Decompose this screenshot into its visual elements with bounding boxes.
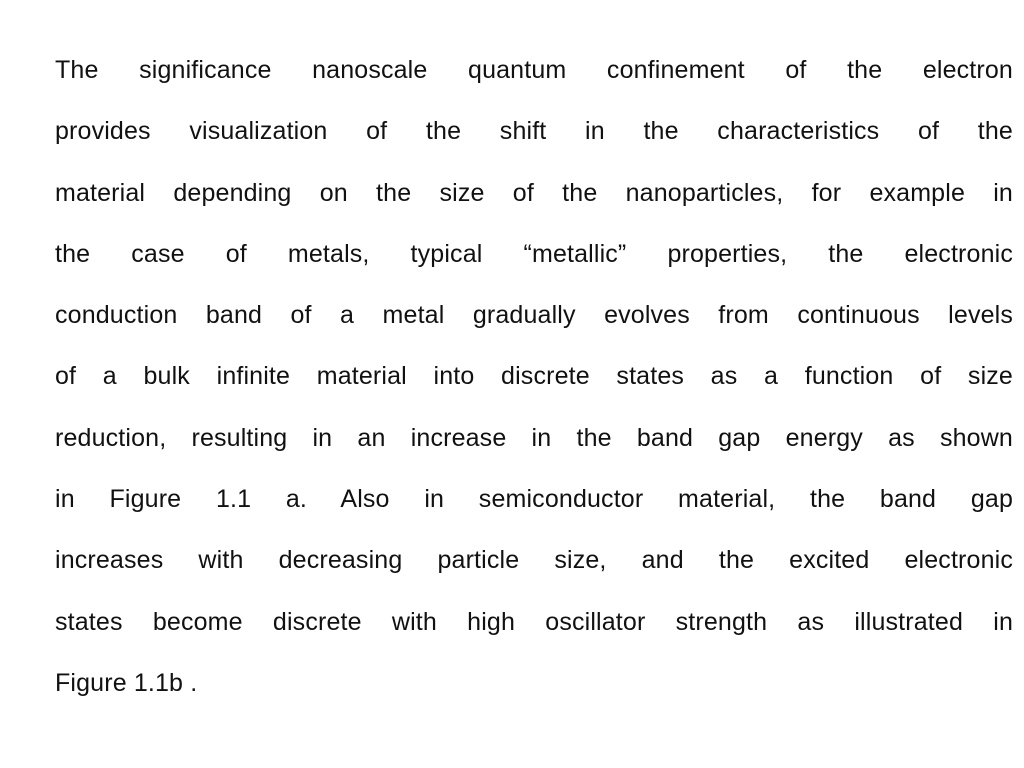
text-line-4: the case of metals, typical “metallic” properties, the electronic: [55, 239, 1013, 268]
text-line-2: provides visualization of the shift in the characteristics of the: [55, 117, 1013, 146]
text-line-7: reduction, resulting in an increase in the band gap energy as shown: [55, 423, 1013, 452]
body-paragraph: [55, 40, 1013, 714]
text-line-10: states become discrete with high oscillator strength as illustrated in: [55, 607, 1013, 636]
text-line-1: The significance nanoscale quantum confinement of the electron: [55, 56, 1013, 84]
text-line-5: conduction band of a metal gradually evolves from continuous levels: [55, 301, 1013, 330]
text-line-3: material depending on the size of the nanoparticles, for example in: [55, 178, 1013, 207]
text-line-8: in Figure 1.1 a. Also in semiconductor material, the band gap: [55, 485, 1013, 514]
text-line-11: Figure 1.1b .: [55, 668, 198, 697]
text-line-9: increases with decreasing particle size, and the excited electronic: [55, 546, 1013, 575]
text-line-6: of a bulk infinite material into discrete states as a function of size: [55, 362, 1013, 391]
